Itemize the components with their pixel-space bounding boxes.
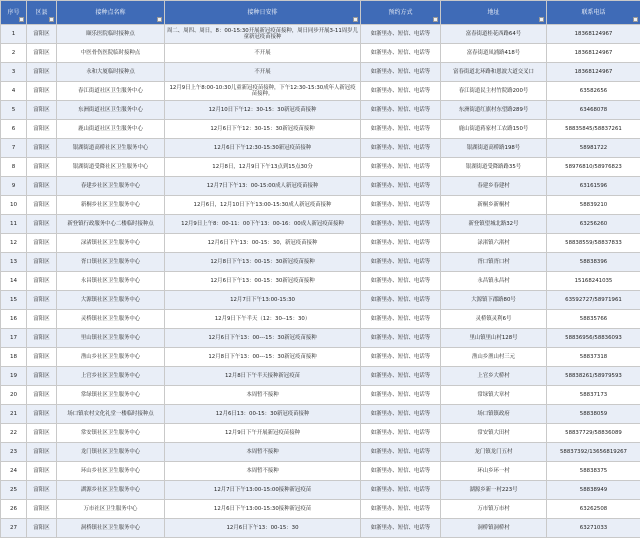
cell-schedule[interactable]: 12月6日下午13:00-15:30接种新冠疫苗 [165, 500, 361, 519]
cell-address[interactable]: 洞桥镇洞桥村 [441, 519, 547, 538]
table-row [1, 519, 640, 538]
cell-address[interactable]: 渌渚镇六渚村 [441, 234, 547, 253]
cell-district[interactable]: 富阳区 [27, 329, 57, 348]
cell-district[interactable]: 富阳区 [27, 158, 57, 177]
cell-district[interactable]: 富阳区 [27, 405, 57, 424]
cell-schedule[interactable]: 12月10日下午12：30-15：30新冠疫苗接种 [165, 101, 361, 120]
cell-booking[interactable]: 如浙里办、短信、电话等 [361, 424, 441, 443]
cell-booking[interactable]: 如浙里办、短信、电话等 [361, 215, 441, 234]
cell-site[interactable]: 银湖街道高桥社区卫生服务中心 [57, 139, 165, 158]
cell-phone[interactable]: 63271033 [547, 519, 640, 538]
cell-seq[interactable]: 21 [1, 405, 27, 424]
cell-seq[interactable]: 26 [1, 500, 27, 519]
cell-phone[interactable]: 18368124967 [547, 44, 640, 63]
table-row [1, 481, 640, 500]
cell-address[interactable]: 新登镇望城北路32号 [441, 215, 547, 234]
table-row [1, 177, 640, 196]
table-row [1, 386, 640, 405]
filter-dropdown-icon[interactable] [539, 17, 544, 22]
cell-address[interactable]: 渔山乡渔山村三元 [441, 348, 547, 367]
cell-phone[interactable]: 63592727/58971961 [547, 291, 640, 310]
cell-site[interactable]: 永昌镇社区卫生服务中心 [57, 272, 165, 291]
cell-district[interactable]: 富阳区 [27, 82, 57, 101]
cell-seq[interactable]: 14 [1, 272, 27, 291]
table-row [1, 234, 640, 253]
cell-district[interactable]: 富阳区 [27, 348, 57, 367]
cell-site[interactable]: 洞桥镇社区卫生服务中心 [57, 519, 165, 538]
cell-address[interactable]: 新桐乡新桐村 [441, 196, 547, 215]
cell-site[interactable]: 颐乐医院临时接种点 [57, 25, 165, 44]
table-row [1, 215, 640, 234]
cell-site[interactable]: 上官乡社区卫生服务中心 [57, 367, 165, 386]
cell-district[interactable]: 富阳区 [27, 253, 57, 272]
cell-site[interactable]: 灵桥镇社区卫生服务中心 [57, 310, 165, 329]
header-seq-label: 序号 [7, 9, 19, 16]
cell-schedule[interactable]: 周二、周四、周日，8：00-15:30开展新冠疫苗接种，周日同步开展3-11周岁儿童新冠疫苗接种 [165, 25, 361, 44]
cell-address[interactable]: 银湖街道受降路路35号 [441, 158, 547, 177]
table-row [1, 367, 640, 386]
cell-district[interactable]: 富阳区 [27, 462, 57, 481]
cell-seq[interactable]: 7 [1, 139, 27, 158]
cell-site[interactable]: 万市社区卫生服务中心 [57, 500, 165, 519]
cell-address[interactable]: 常绿镇大章村 [441, 386, 547, 405]
table-row [1, 101, 640, 120]
cell-booking[interactable]: 如浙里办、短信、电话等 [361, 63, 441, 82]
cell-site[interactable]: 场口镇农村文化礼堂一楼临时接种点 [57, 405, 165, 424]
cell-district[interactable]: 富阳区 [27, 443, 57, 462]
filter-dropdown-icon[interactable] [633, 17, 638, 22]
cell-address[interactable]: 湖源乡新一村223号 [441, 481, 547, 500]
table-row [1, 139, 640, 158]
cell-phone[interactable]: 58981722 [547, 139, 640, 158]
cell-site[interactable]: 渔山乡社区卫生服务中心 [57, 348, 165, 367]
cell-address[interactable]: 大源镇下郡路80号 [441, 291, 547, 310]
cell-schedule[interactable]: 12月6日13：00-15：30新冠疫苗接种 [165, 405, 361, 424]
cell-address[interactable]: 胥口镇胥口村 [441, 253, 547, 272]
table-body [1, 25, 640, 538]
cell-schedule[interactable]: 本周暂不接种 [165, 386, 361, 405]
cell-schedule[interactable]: 12月9日下午开展新冠疫苗接种 [165, 424, 361, 443]
cell-phone[interactable]: 58976810/58976823 [547, 158, 640, 177]
cell-phone[interactable]: 18368124967 [547, 25, 640, 44]
cell-site[interactable]: 鹿山街道社区卫生服务中心 [57, 120, 165, 139]
filter-dropdown-icon[interactable] [19, 17, 24, 22]
cell-booking[interactable]: 如浙里办、短信、电话等 [361, 367, 441, 386]
cell-seq[interactable]: 16 [1, 310, 27, 329]
table-row [1, 462, 640, 481]
cell-booking[interactable]: 如浙里办、短信、电话等 [361, 291, 441, 310]
cell-booking[interactable]: 如浙里办、短信、电话等 [361, 310, 441, 329]
cell-seq[interactable]: 13 [1, 253, 27, 272]
cell-schedule[interactable]: 不开展 [165, 44, 361, 63]
table-row [1, 329, 640, 348]
cell-district[interactable]: 富阳区 [27, 481, 57, 500]
cell-address[interactable]: 上官乡大桥村 [441, 367, 547, 386]
cell-phone[interactable]: 58837392/13656819267 [547, 443, 640, 462]
cell-seq[interactable]: 2 [1, 44, 27, 63]
cell-schedule[interactable]: 12月9日上午8:00-10:30儿童新冠疫苗接种，下午12:30-15:30成年人新冠疫苗接种。 [165, 82, 361, 101]
cell-phone[interactable]: 58837729/58836089 [547, 424, 640, 443]
cell-booking[interactable]: 如浙里办、短信、电话等 [361, 443, 441, 462]
cell-booking[interactable]: 如浙里办、短信、电话等 [361, 158, 441, 177]
header-schedule-label: 接种日安排 [247, 9, 277, 16]
cell-site[interactable]: 环山乡社区卫生服务中心 [57, 462, 165, 481]
cell-booking[interactable]: 如浙里办、短信、电话等 [361, 481, 441, 500]
table-row [1, 196, 640, 215]
cell-schedule[interactable]: 12月8日，12月9日下午13点到15点30分 [165, 158, 361, 177]
cell-booking[interactable]: 如浙里办、短信、电话等 [361, 196, 441, 215]
cell-phone[interactable]: 58837173 [547, 386, 640, 405]
cell-phone[interactable]: 15168241035 [547, 272, 640, 291]
cell-schedule[interactable]: 12月6日下午12：30-15：30新冠疫苗接种 [165, 120, 361, 139]
cell-phone[interactable]: 58838559/58837833 [547, 234, 640, 253]
cell-schedule[interactable]: 12月7日下午13:00-15:30 [165, 291, 361, 310]
table-row [1, 158, 640, 177]
header-site[interactable] [57, 1, 165, 25]
cell-site[interactable]: 春建乡社区卫生服务中心 [57, 177, 165, 196]
cell-seq[interactable]: 20 [1, 386, 27, 405]
cell-site[interactable]: 大源镇社区卫生服务中心 [57, 291, 165, 310]
cell-schedule[interactable]: 12月6日下午12:30-15:30新冠疫苗接种 [165, 139, 361, 158]
cell-district[interactable]: 富阳区 [27, 424, 57, 443]
cell-phone[interactable]: 58838375 [547, 462, 640, 481]
table-row [1, 25, 640, 44]
table-row [1, 44, 640, 63]
cell-booking[interactable]: 如浙里办、短信、电话等 [361, 139, 441, 158]
table-row [1, 310, 640, 329]
cell-district[interactable]: 富阳区 [27, 196, 57, 215]
cell-address[interactable]: 春江街道民主村竹院路200号 [441, 82, 547, 101]
cell-district[interactable]: 富阳区 [27, 215, 57, 234]
cell-phone[interactable]: 58838261/58979593 [547, 367, 640, 386]
cell-district[interactable]: 富阳区 [27, 386, 57, 405]
filter-dropdown-icon[interactable] [353, 17, 358, 22]
cell-district[interactable]: 富阳区 [27, 44, 57, 63]
header-phone[interactable] [547, 1, 640, 25]
cell-address[interactable]: 东洲街道红旗村东望路289号 [441, 101, 547, 120]
header-schedule[interactable] [165, 1, 361, 25]
cell-schedule[interactable]: 不开展 [165, 63, 361, 82]
cell-site[interactable]: 常安镇社区卫生服务中心 [57, 424, 165, 443]
cell-schedule[interactable]: 12月8日下午半天接种新冠疫苗 [165, 367, 361, 386]
filter-dropdown-icon[interactable] [157, 17, 162, 22]
cell-address[interactable]: 富春街道凤浦路418号 [441, 44, 547, 63]
cell-district[interactable]: 富阳区 [27, 310, 57, 329]
cell-booking[interactable]: 如浙里办、短信、电话等 [361, 44, 441, 63]
cell-phone[interactable]: 58836956/58836093 [547, 329, 640, 348]
cell-address[interactable]: 场口镇镇政府 [441, 405, 547, 424]
cell-address[interactable]: 银湖街道高桥路198号 [441, 139, 547, 158]
cell-phone[interactable]: 63262508 [547, 500, 640, 519]
cell-district[interactable]: 富阳区 [27, 272, 57, 291]
cell-phone[interactable]: 63161596 [547, 177, 640, 196]
cell-district[interactable]: 富阳区 [27, 519, 57, 538]
cell-site[interactable]: 里山镇社区卫生服务中心 [57, 329, 165, 348]
table-row [1, 63, 640, 82]
cell-site[interactable]: 新登镇行政服务中心二楼临时接种点 [57, 215, 165, 234]
cell-phone[interactable]: 58838949 [547, 481, 640, 500]
cell-booking[interactable]: 如浙里办、短信、电话等 [361, 329, 441, 348]
cell-seq[interactable]: 9 [1, 177, 27, 196]
cell-seq[interactable]: 10 [1, 196, 27, 215]
cell-phone[interactable]: 58835766 [547, 310, 640, 329]
table-row [1, 291, 640, 310]
cell-address[interactable]: 常安镇大田村 [441, 424, 547, 443]
cell-booking[interactable]: 如浙里办、短信、电话等 [361, 177, 441, 196]
header-row [1, 1, 640, 25]
cell-site[interactable]: 春江街道社区卫生服务中心 [57, 82, 165, 101]
filter-dropdown-icon[interactable] [49, 17, 54, 22]
header-booking[interactable] [361, 1, 441, 25]
cell-seq[interactable]: 23 [1, 443, 27, 462]
cell-seq[interactable]: 11 [1, 215, 27, 234]
cell-seq[interactable]: 24 [1, 462, 27, 481]
cell-schedule[interactable]: 12月6日下午13：00-15：30 [165, 519, 361, 538]
cell-site[interactable]: 永和大厦临时接种点 [57, 63, 165, 82]
cell-address[interactable]: 富春街道北环路和恩波大道交叉口 [441, 63, 547, 82]
cell-seq[interactable]: 6 [1, 120, 27, 139]
cell-district[interactable]: 富阳区 [27, 25, 57, 44]
cell-booking[interactable]: 如浙里办、短信、电话等 [361, 462, 441, 481]
cell-address[interactable]: 春建乡春建村 [441, 177, 547, 196]
cell-schedule[interactable]: 12月7日下午13：00-15:00成人新冠疫苗接种 [165, 177, 361, 196]
cell-seq[interactable]: 3 [1, 63, 27, 82]
cell-booking[interactable]: 如浙里办、短信、电话等 [361, 348, 441, 367]
cell-address[interactable]: 环山乡环一村 [441, 462, 547, 481]
cell-address[interactable]: 龙门镇龙门五村 [441, 443, 547, 462]
cell-booking[interactable]: 如浙里办、短信、电话等 [361, 386, 441, 405]
header-site-label: 接种点名称 [95, 9, 125, 16]
cell-site[interactable]: 银湖街道受降社区卫生服务中心 [57, 158, 165, 177]
cell-seq[interactable]: 12 [1, 234, 27, 253]
cell-seq[interactable]: 18 [1, 348, 27, 367]
cell-booking[interactable]: 如浙里办、短信、电话等 [361, 519, 441, 538]
cell-schedule[interactable]: 12月9日上午8：00-11：00下午13：00-16：00成人新冠疫苗接种 [165, 215, 361, 234]
cell-booking[interactable]: 如浙里办、短信、电话等 [361, 25, 441, 44]
cell-address[interactable]: 万市镇万市村 [441, 500, 547, 519]
cell-schedule[interactable]: 12月9日下午半天（12：30--15：30） [165, 310, 361, 329]
cell-site[interactable]: 龙门镇社区卫生服务中心 [57, 443, 165, 462]
cell-schedule[interactable]: 本周暂不接种 [165, 462, 361, 481]
cell-booking[interactable]: 如浙里办、短信、电话等 [361, 405, 441, 424]
table-row [1, 253, 640, 272]
cell-site[interactable]: 胥口镇社区卫生服务中心 [57, 253, 165, 272]
cell-site[interactable]: 东洲街道社区卫生服务中心 [57, 101, 165, 120]
cell-booking[interactable]: 如浙里办、短信、电话等 [361, 120, 441, 139]
table-row [1, 405, 640, 424]
cell-seq[interactable]: 4 [1, 82, 27, 101]
cell-district[interactable]: 富阳区 [27, 367, 57, 386]
cell-seq[interactable]: 19 [1, 367, 27, 386]
table-row [1, 443, 640, 462]
header-district-label: 区县 [35, 9, 47, 16]
cell-district[interactable]: 富阳区 [27, 291, 57, 310]
cell-site[interactable]: 新桐乡社区卫生服务中心 [57, 196, 165, 215]
cell-site[interactable]: 中医骨伤医院临时接种点 [57, 44, 165, 63]
header-district[interactable] [27, 1, 57, 25]
filter-dropdown-icon[interactable] [433, 17, 438, 22]
table-row [1, 500, 640, 519]
cell-seq[interactable]: 25 [1, 481, 27, 500]
cell-district[interactable]: 富阳区 [27, 63, 57, 82]
cell-site[interactable]: 湖源乡社区卫生服务中心 [57, 481, 165, 500]
cell-phone[interactable]: 58837318 [547, 348, 640, 367]
cell-phone[interactable]: 63256260 [547, 215, 640, 234]
cell-site[interactable]: 常绿镇社区卫生服务中心 [57, 386, 165, 405]
cell-site[interactable]: 渌渚镇社区卫生服务中心 [57, 234, 165, 253]
table-row [1, 272, 640, 291]
header-address[interactable] [441, 1, 547, 25]
header-seq[interactable] [1, 1, 27, 25]
cell-booking[interactable]: 如浙里办、短信、电话等 [361, 82, 441, 101]
cell-schedule[interactable]: 12月8日下午13：00-15：30新冠疫苗接种 [165, 253, 361, 272]
cell-booking[interactable]: 如浙里办、短信、电话等 [361, 500, 441, 519]
table-row [1, 424, 640, 443]
cell-phone[interactable]: 63582656 [547, 82, 640, 101]
cell-district[interactable]: 富阳区 [27, 101, 57, 120]
table-row [1, 120, 640, 139]
cell-schedule[interactable]: 12月8日下午13：00---15：30新冠疫苗接种 [165, 348, 361, 367]
cell-phone[interactable]: 58838396 [547, 253, 640, 272]
cell-booking[interactable]: 如浙里办、短信、电话等 [361, 234, 441, 253]
table-row [1, 348, 640, 367]
cell-booking[interactable]: 如浙里办、短信、电话等 [361, 272, 441, 291]
cell-booking[interactable]: 如浙里办、短信、电话等 [361, 101, 441, 120]
cell-seq[interactable]: 1 [1, 25, 27, 44]
cell-address[interactable]: 永昌镇永昌村 [441, 272, 547, 291]
cell-booking[interactable]: 如浙里办、短信、电话等 [361, 253, 441, 272]
cell-district[interactable]: 富阳区 [27, 500, 57, 519]
header-phone-label: 联系电话 [581, 9, 605, 16]
cell-district[interactable]: 富阳区 [27, 177, 57, 196]
header-booking-label: 预约方式 [388, 9, 412, 16]
cell-district[interactable]: 富阳区 [27, 139, 57, 158]
cell-address[interactable]: 灵桥镇灵利6号 [441, 310, 547, 329]
cell-phone[interactable]: 58835845/58837261 [547, 120, 640, 139]
cell-schedule[interactable]: 12月6日下午13：00---15：30新冠疫苗接种 [165, 329, 361, 348]
table-row [1, 82, 640, 101]
cell-phone[interactable]: 18368124967 [547, 63, 640, 82]
cell-phone[interactable]: 58838059 [547, 405, 640, 424]
cell-seq[interactable]: 22 [1, 424, 27, 443]
cell-seq[interactable]: 15 [1, 291, 27, 310]
cell-address[interactable]: 里山镇里山村128号 [441, 329, 547, 348]
cell-phone[interactable]: 58839210 [547, 196, 640, 215]
cell-address[interactable]: 鹿山街道蒋家村工农路150号 [441, 120, 547, 139]
cell-seq[interactable]: 8 [1, 158, 27, 177]
cell-schedule[interactable]: 12月6日下午13：00-15：30新冠疫苗接种 [165, 272, 361, 291]
cell-district[interactable]: 富阳区 [27, 120, 57, 139]
cell-schedule[interactable]: 12月6日，12月10日下午13:00-15:30成人新冠疫苗接种 [165, 196, 361, 215]
cell-district[interactable]: 富阳区 [27, 234, 57, 253]
cell-seq[interactable]: 5 [1, 101, 27, 120]
table-header [1, 1, 640, 25]
cell-schedule[interactable]: 12月7日下午13:00-15:00接种新冠疫苗 [165, 481, 361, 500]
cell-seq[interactable]: 17 [1, 329, 27, 348]
cell-schedule[interactable]: 12月6日下午13：00-15：30，新冠疫苗接种 [165, 234, 361, 253]
cell-address[interactable]: 富春街道桂花西路64号 [441, 25, 547, 44]
header-address-label: 地址 [487, 9, 499, 16]
cell-phone[interactable]: 63468078 [547, 101, 640, 120]
cell-seq[interactable]: 27 [1, 519, 27, 538]
cell-schedule[interactable]: 本周暂不接种 [165, 443, 361, 462]
